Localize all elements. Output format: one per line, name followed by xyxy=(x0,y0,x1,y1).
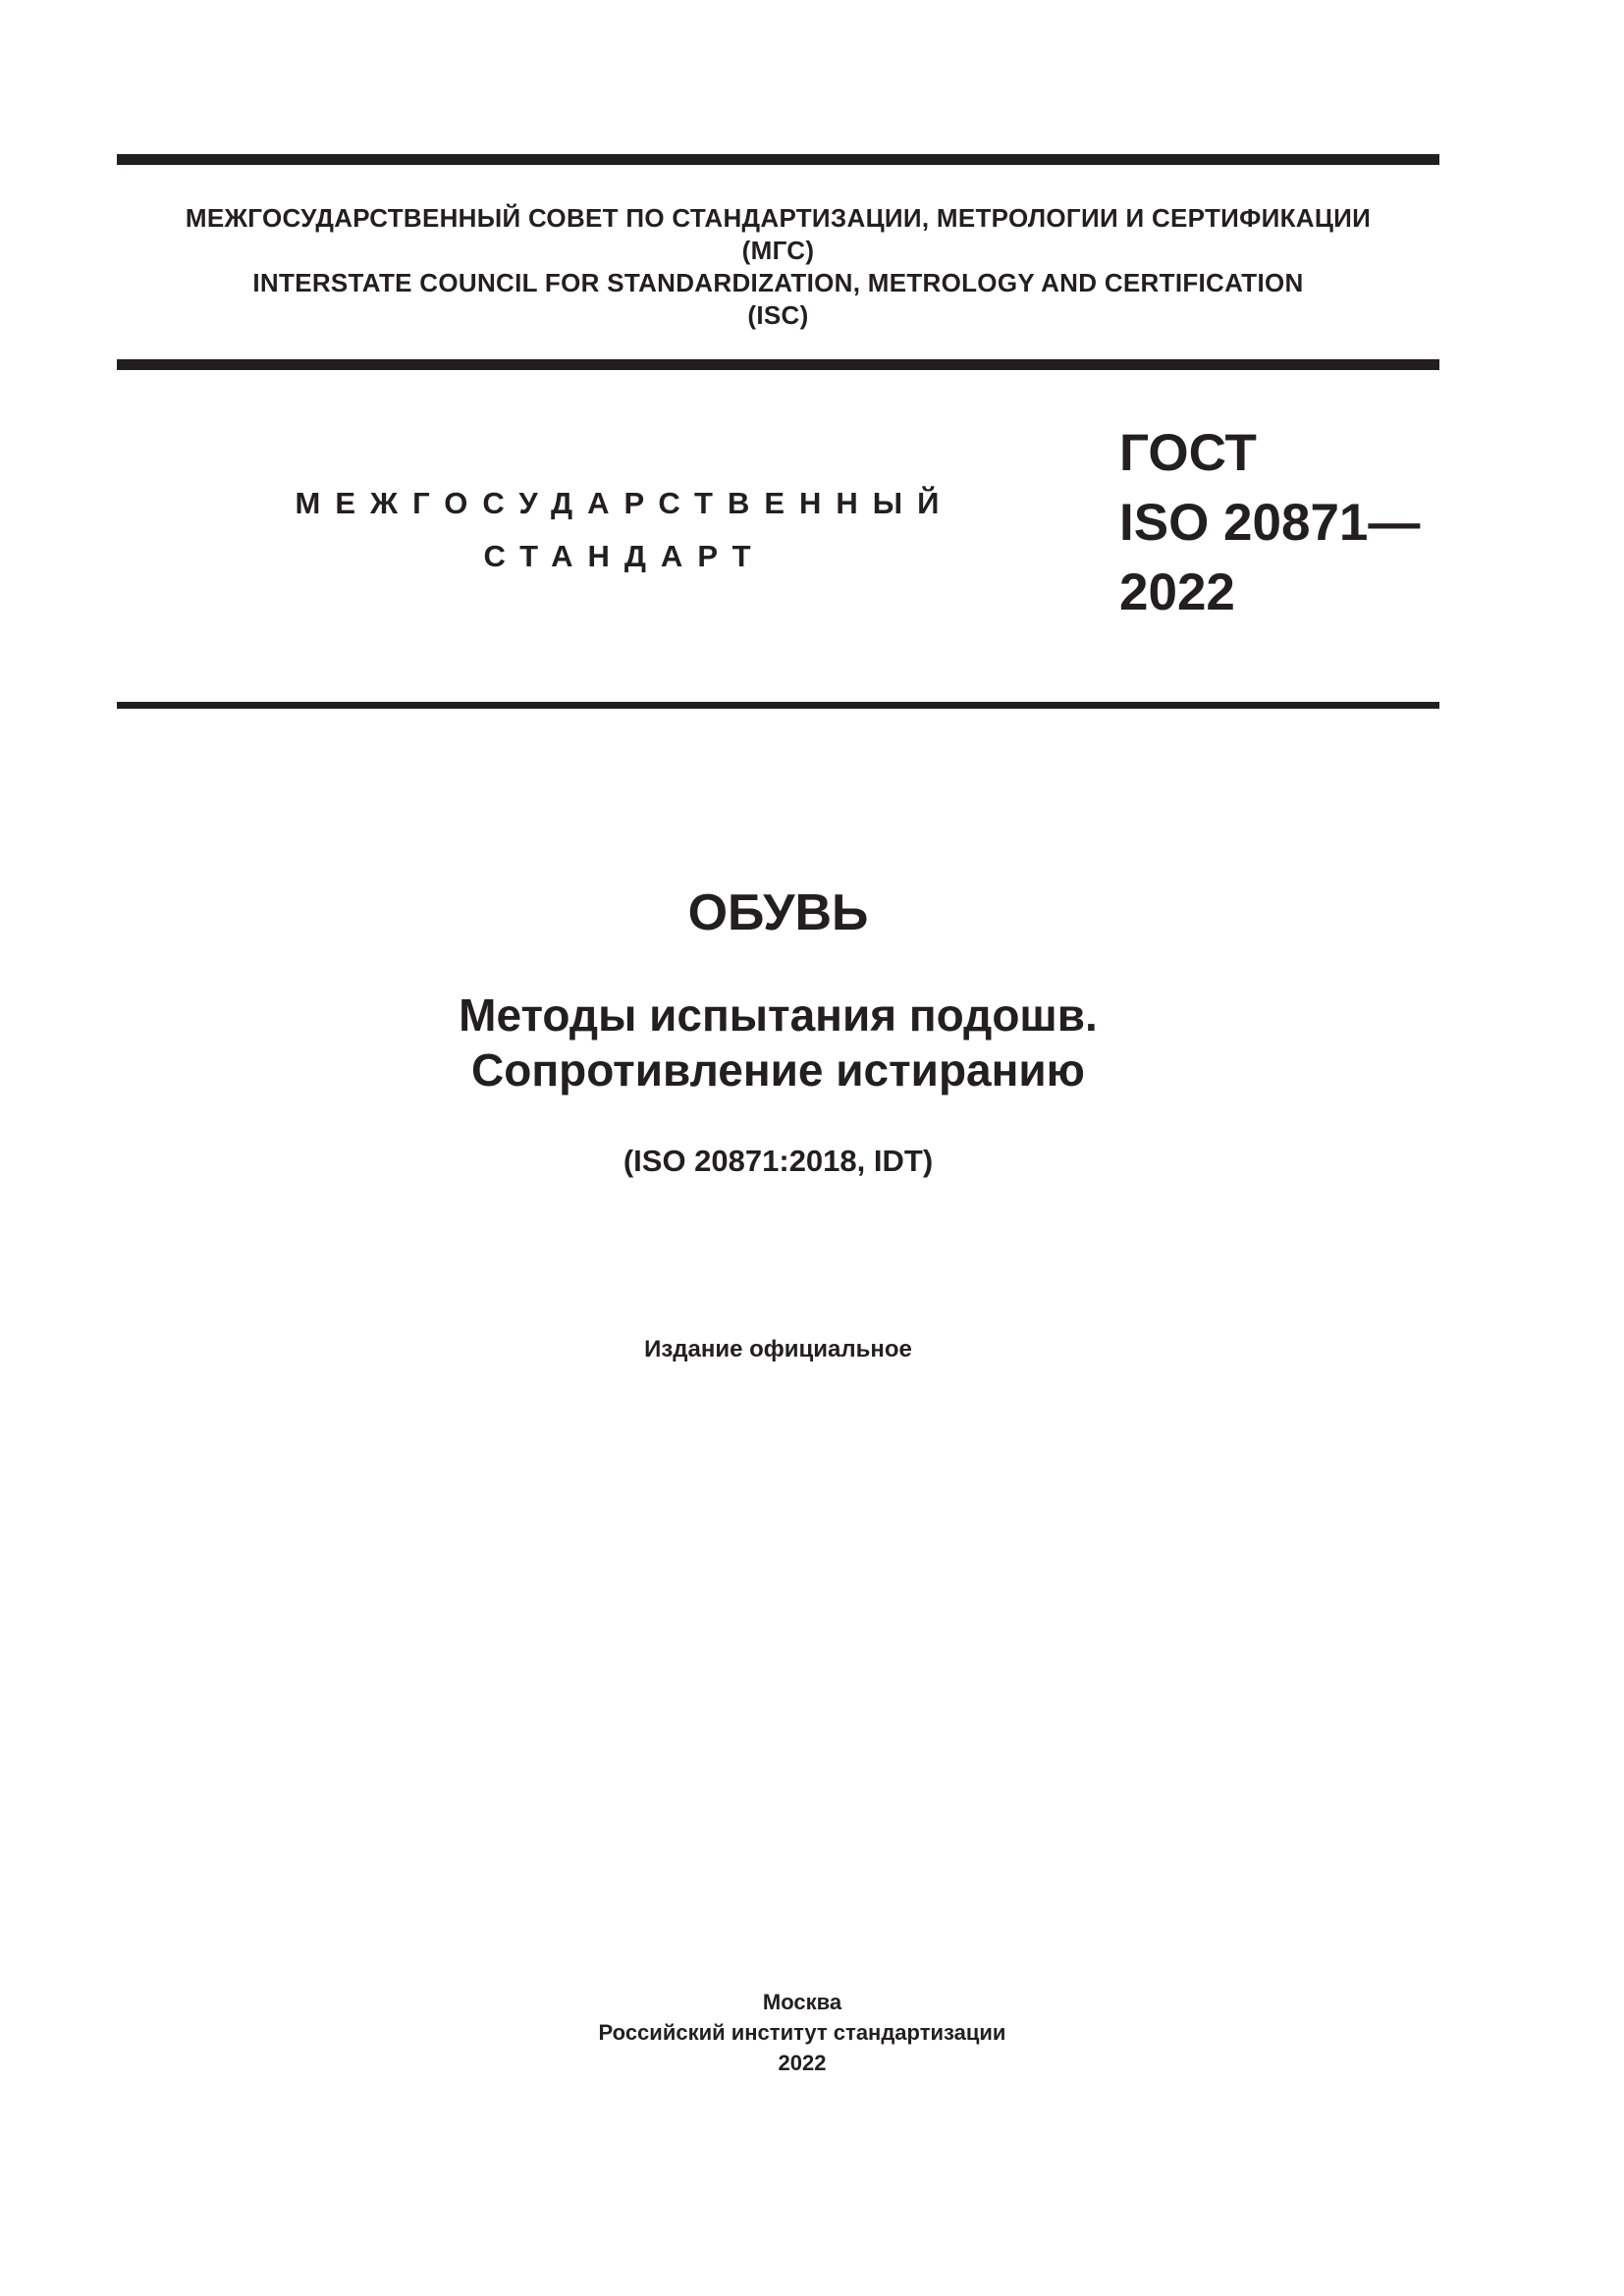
edition-note: Издание официальное xyxy=(644,1336,912,1362)
designation-line2: ISO 20871— xyxy=(1119,494,1421,552)
council-abbr-en: (ISC) xyxy=(747,300,809,330)
council-name-en: INTERSTATE COUNCIL FOR STANDARDIZATION, METROLOGY AND CERTIFICATION xyxy=(252,268,1304,297)
imprint xyxy=(0,1987,1604,2078)
imprint-city: Москва xyxy=(762,1990,842,2014)
standard-type-line2: СТАНДАРТ xyxy=(483,539,766,573)
subtitle-line2: Сопротивление истиранию xyxy=(471,1044,1085,1095)
document-subtitle xyxy=(0,988,1556,1097)
standard-designation xyxy=(1119,418,1420,627)
subtitle-line1: Методы испытания подошв. xyxy=(459,989,1098,1041)
designation-line1: ГОСТ xyxy=(1119,424,1257,482)
top-rule xyxy=(117,154,1439,165)
imprint-year: 2022 xyxy=(778,2051,827,2075)
standard-type-line1: МЕЖГОСУДАРСТВЕННЫЙ xyxy=(295,486,954,520)
council-name-ru: МЕЖГОСУДАРСТВЕННЫЙ СОВЕТ ПО СТАНДАРТИЗАЦИИ, МЕТРОЛОГИИ И СЕРТИФИКАЦИИ xyxy=(185,203,1372,233)
designation-line3: 2022 xyxy=(1119,563,1235,621)
imprint-publisher: Российский институт стандартизации xyxy=(598,2020,1006,2045)
document-title: ОБУВЬ xyxy=(687,884,869,941)
council-header xyxy=(117,202,1439,332)
bottom-rule xyxy=(117,702,1439,709)
standard-type xyxy=(232,477,1017,583)
council-abbr-ru: (МГС) xyxy=(741,236,815,265)
iso-reference: (ISO 20871:2018, IDT) xyxy=(623,1144,934,1178)
middle-rule xyxy=(117,359,1439,370)
